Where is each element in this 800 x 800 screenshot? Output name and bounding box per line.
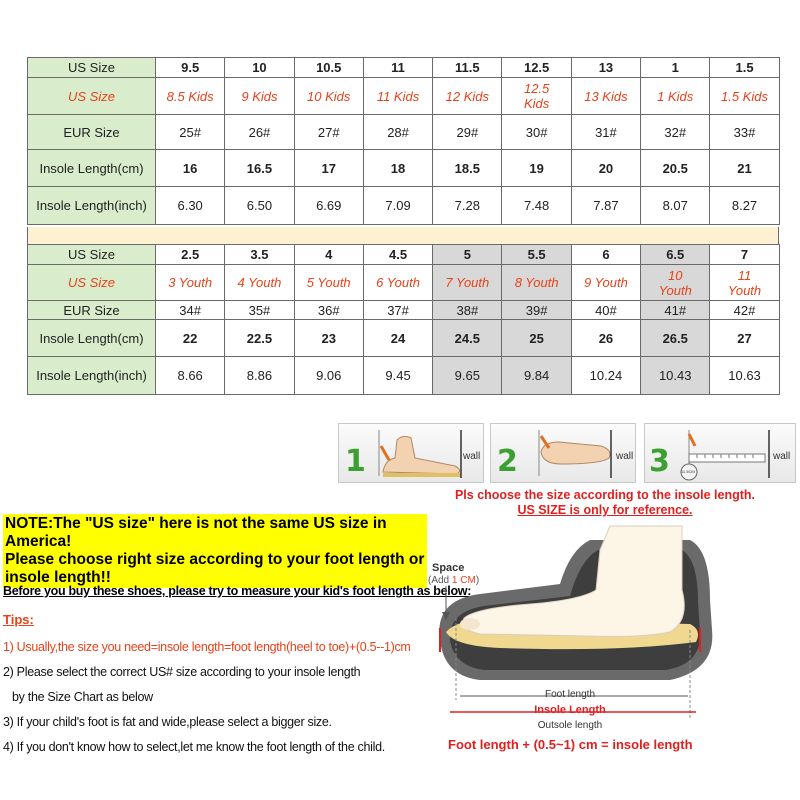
row-label: Insole Length(cm) xyxy=(28,150,156,187)
insole-length-label: Insole Length xyxy=(534,704,606,716)
cell: 25 xyxy=(502,320,571,357)
cell: 5 Youth xyxy=(294,265,363,301)
cell: 6.50 xyxy=(225,187,294,225)
row-label: US Size xyxy=(28,78,156,115)
cell: 8 Youth xyxy=(502,265,571,301)
cell: 6 xyxy=(571,245,640,265)
cell: 11 Youth xyxy=(710,265,779,301)
cell: 10.43 xyxy=(641,357,710,395)
cell: 20 xyxy=(571,150,640,187)
cell: 1.5 Kids xyxy=(710,78,779,115)
table-row-insole-inch xyxy=(28,187,780,225)
tip-2: 2) Please select the correct US# size according to your insole length xyxy=(3,665,361,679)
cell: 17 xyxy=(294,150,363,187)
cell: 3.5 xyxy=(225,245,294,265)
cell: 8.27 xyxy=(710,187,779,225)
cell: 41# xyxy=(641,301,710,320)
cell: 27 xyxy=(710,320,779,357)
cell: 19 xyxy=(502,150,571,187)
cell: 9.84 xyxy=(502,357,571,395)
note-line-2: Please choose right size according to your foot length or insole length!! xyxy=(5,551,425,586)
cell: 10 Youth xyxy=(641,265,710,301)
cell: 7.28 xyxy=(433,187,502,225)
cell: 33# xyxy=(710,115,779,150)
row-label: US Size xyxy=(28,265,156,301)
row-label: EUR Size xyxy=(28,115,156,150)
cell: 9 Kids xyxy=(225,78,294,115)
cell: 11.5 xyxy=(433,58,502,78)
cell: 7.09 xyxy=(363,187,432,225)
tip-3: 3) If your child's foot is fat and wide,please select a bigger size. xyxy=(3,715,332,729)
step-number: 2 xyxy=(497,444,518,479)
cell: 11 Kids xyxy=(363,78,432,115)
space-label: Space xyxy=(432,562,465,574)
space-arrow-icon xyxy=(436,586,456,622)
tip-1: 1) Usually,the size you need=insole length=foot length(heel to toe)+(0.5--1)cm xyxy=(3,640,411,654)
advice-line-1: Pls choose the size according to the insole length. xyxy=(454,488,756,502)
tips-title: Tips: xyxy=(3,612,34,627)
cell: 10 xyxy=(225,58,294,78)
cell: 36# xyxy=(294,301,363,320)
measure-instruction: Before you buy these shoes, please try to measure your kid's foot length as below: xyxy=(3,584,472,598)
cell: 39# xyxy=(502,301,571,320)
add-value: 1 CM xyxy=(451,575,476,586)
wall-label: wall xyxy=(773,451,791,462)
cell: 1 xyxy=(641,58,710,78)
cell: 26 xyxy=(571,320,640,357)
cell: 12.5 Kids xyxy=(502,78,571,115)
cell: 8.5 Kids xyxy=(156,78,225,115)
cell: 40# xyxy=(571,301,640,320)
table-row-insole-inch xyxy=(28,357,780,395)
tip-4: 4) If you don't know how to select,let me know the foot length of the child. xyxy=(3,740,385,754)
step-panel-3 xyxy=(644,423,796,483)
cell: 42# xyxy=(710,301,779,320)
cell: 4.5 xyxy=(363,245,432,265)
cell: 9.65 xyxy=(433,357,502,395)
cell: 1 Kids xyxy=(641,78,710,115)
cell: 16.5 xyxy=(225,150,294,187)
note-banner xyxy=(3,514,427,588)
table-row-insole-cm xyxy=(28,320,780,357)
cell: 8.66 xyxy=(156,357,225,395)
table-row-us-size xyxy=(28,245,780,265)
cell: 35# xyxy=(225,301,294,320)
size-table-youth xyxy=(27,244,780,395)
table-separator xyxy=(27,227,779,244)
step-panel-1 xyxy=(338,423,484,483)
cell: 24.5 xyxy=(433,320,502,357)
cell: 6.30 xyxy=(156,187,225,225)
cell: 21 xyxy=(710,150,779,187)
cell: 22.5 xyxy=(225,320,294,357)
cell: 20.5 xyxy=(641,150,710,187)
cell: 7.87 xyxy=(571,187,640,225)
outsole-length-label: Outsole length xyxy=(537,720,603,731)
table-row-kids-size xyxy=(28,78,780,115)
cell: 11 xyxy=(363,58,432,78)
cell: 6 Youth xyxy=(363,265,432,301)
cell: 6.5 xyxy=(641,245,710,265)
cell: 13 xyxy=(571,58,640,78)
cell: 22 xyxy=(156,320,225,357)
cell: 32# xyxy=(641,115,710,150)
space-add-label xyxy=(428,575,479,586)
cell: 16 xyxy=(156,150,225,187)
table-row-eur-size xyxy=(28,301,780,320)
cell: 13 Kids xyxy=(571,78,640,115)
row-label: US Size xyxy=(28,245,156,265)
wall-label: wall xyxy=(616,451,634,462)
cell: 30# xyxy=(502,115,571,150)
step-number: 3 xyxy=(649,444,670,479)
cell: 3 Youth xyxy=(156,265,225,301)
cell: 10.5 xyxy=(294,58,363,78)
cell: 7.48 xyxy=(502,187,571,225)
row-label: EUR Size xyxy=(28,301,156,320)
foot-length-label: Foot length xyxy=(544,689,596,700)
cell: 27# xyxy=(294,115,363,150)
cell: 7 xyxy=(710,245,779,265)
cell: 8.86 xyxy=(225,357,294,395)
table-row-youth-size xyxy=(28,265,780,301)
cell: 29# xyxy=(433,115,502,150)
tip-2-cont: by the Size Chart as below xyxy=(12,690,153,704)
cell: 10.63 xyxy=(710,357,779,395)
cell: 26.5 xyxy=(641,320,710,357)
cell: 24 xyxy=(363,320,432,357)
cell: 18 xyxy=(363,150,432,187)
row-label: US Size xyxy=(28,58,156,78)
row-label: Insole Length(cm) xyxy=(28,320,156,357)
row-label: Insole Length(inch) xyxy=(28,187,156,225)
cell: 5.5 xyxy=(502,245,571,265)
cell: 4 Youth xyxy=(225,265,294,301)
cell: 7 Youth xyxy=(433,265,502,301)
cell: 23 xyxy=(294,320,363,357)
cell: 18.5 xyxy=(433,150,502,187)
cell: 6.69 xyxy=(294,187,363,225)
cell: 10.24 xyxy=(571,357,640,395)
cell: 8.07 xyxy=(641,187,710,225)
formula: Foot length + (0.5~1) cm = insole length xyxy=(448,737,693,752)
advice-line-2: US SIZE is only for reference. xyxy=(517,503,693,517)
cell: 12.5 xyxy=(502,58,571,78)
table-row-insole-cm xyxy=(28,150,780,187)
cell: 9.5 xyxy=(156,58,225,78)
cell: 34# xyxy=(156,301,225,320)
add-suffix: ) xyxy=(475,575,480,586)
row-label: Insole Length(inch) xyxy=(28,357,156,395)
cell: 26# xyxy=(225,115,294,150)
cell: 28# xyxy=(363,115,432,150)
size-table-kids xyxy=(27,57,780,225)
cell: 9.45 xyxy=(363,357,432,395)
cell: 5 xyxy=(433,245,502,265)
cell: 10 Kids xyxy=(294,78,363,115)
size-advice xyxy=(415,488,795,518)
ruler-mark: 11.5CM xyxy=(681,469,695,474)
cell: 4 xyxy=(294,245,363,265)
cell: 25# xyxy=(156,115,225,150)
cell: 2.5 xyxy=(156,245,225,265)
table-row-eur-size xyxy=(28,115,780,150)
cell: 31# xyxy=(571,115,640,150)
cell: 1.5 xyxy=(710,58,779,78)
cell: 37# xyxy=(363,301,432,320)
cell: 38# xyxy=(433,301,502,320)
note-line-1: NOTE:The "US size" here is not the same US size in America! xyxy=(5,515,387,550)
step-panel-2 xyxy=(490,423,636,483)
cell: 9 Youth xyxy=(571,265,640,301)
cell: 9.06 xyxy=(294,357,363,395)
add-prefix: (Add xyxy=(428,575,452,586)
table-row-us-size xyxy=(28,58,780,78)
wall-label: wall xyxy=(463,451,481,462)
step-number: 1 xyxy=(345,444,366,479)
cell: 12 Kids xyxy=(433,78,502,115)
